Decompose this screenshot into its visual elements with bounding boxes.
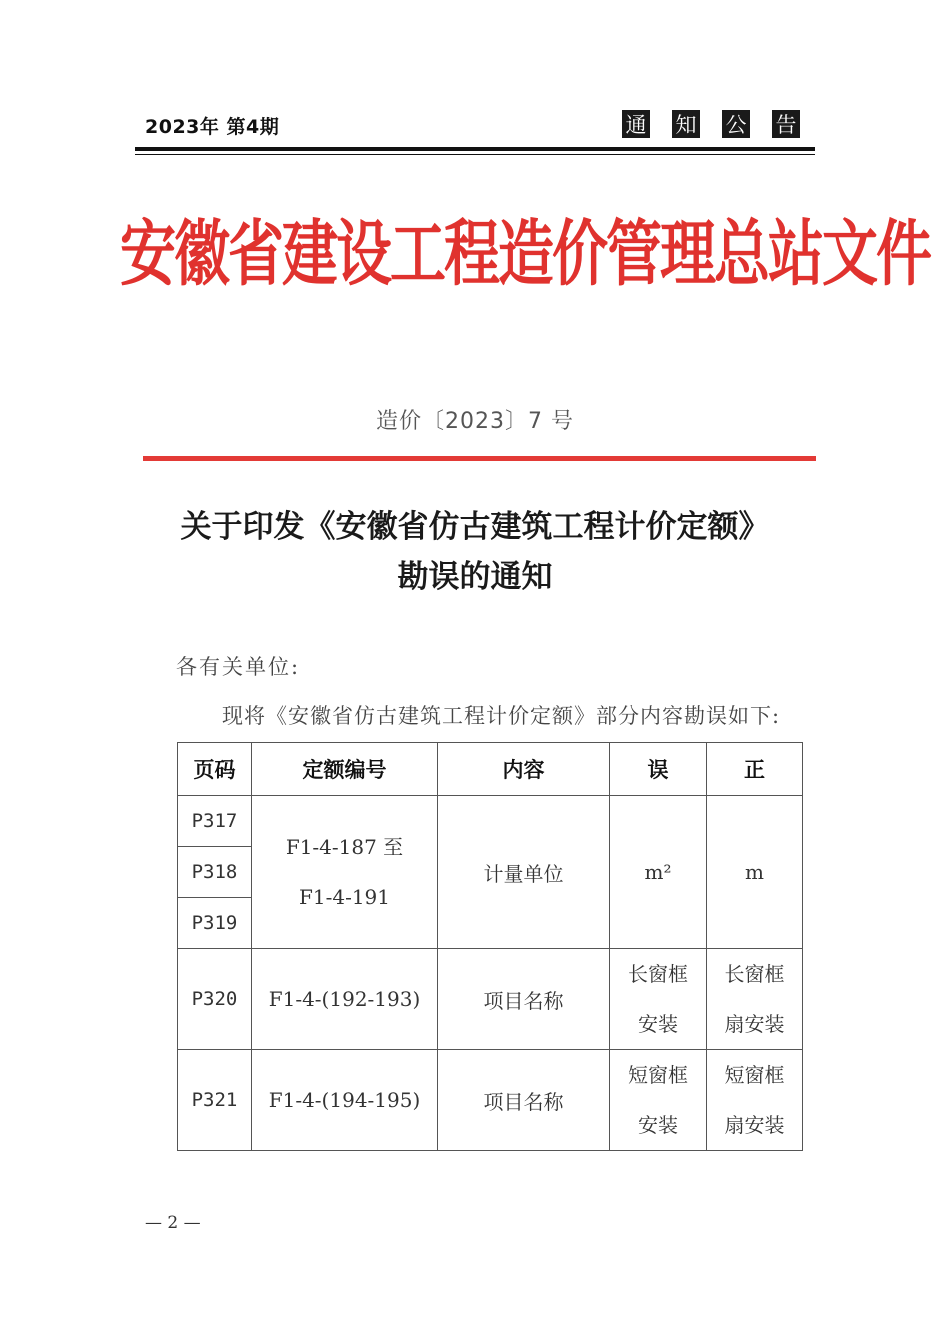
col-header-page: 页码 [178,743,252,796]
page-number: — 2 — [145,1213,201,1233]
code-line: F1-4-187 至 [285,835,404,859]
notice-title [100,502,850,602]
table-row [178,1050,803,1151]
correct-cell: m [707,796,803,949]
section-tag: 告 [772,110,800,138]
page-cell: P319 [178,898,252,949]
col-header-code: 定额编号 [252,743,438,796]
col-header-content: 内容 [438,743,610,796]
intro-paragraph: 现将《安徽省仿古建筑工程计价定额》部分内容勘误如下: [222,704,781,728]
code-cell: F1-4-(192-193) [252,949,438,1050]
wrong-line: 短窗框 [628,1063,688,1087]
header-rule-thick [135,147,815,151]
wrong-line: 安装 [638,1012,678,1036]
col-header-wrong: 误 [610,743,707,796]
content-cell: 项目名称 [438,949,610,1050]
code-cell [252,796,438,949]
page-cell: P320 [178,949,252,1050]
page-cell: P317 [178,796,252,847]
section-tags [622,110,800,138]
page-cell: P318 [178,847,252,898]
section-tag: 通 [622,110,650,138]
code-line: F1-4-191 [298,885,390,909]
table-row [178,949,803,1050]
wrong-cell [610,1050,707,1151]
correct-line: 扇安装 [724,1012,785,1036]
col-header-correct: 正 [707,743,803,796]
correct-line: 扇安装 [724,1113,785,1137]
header-rule-thin [135,154,815,155]
doc-number: 造价〔2023〕7 号 [376,409,574,434]
wrong-cell: m² [610,796,707,949]
correct-line: 短窗框 [724,1063,785,1087]
correct-cell [707,1050,803,1151]
notice-title-line: 关于印发《安徽省仿古建筑工程计价定额》 [180,509,770,545]
table-header-row [178,743,803,796]
salutation: 各有关单位: [176,655,301,679]
notice-title-line: 勘误的通知 [397,559,553,595]
correct-line: 长窗框 [724,962,785,986]
section-tag: 公 [722,110,750,138]
content-cell: 项目名称 [438,1050,610,1151]
correct-cell [707,949,803,1050]
issue-label: 2023年 第4期 [145,116,280,138]
table-row [178,796,803,847]
wrong-cell [610,949,707,1050]
org-title: 安徽省建设工程造价管理总站文件 [120,212,930,297]
errata-table [177,742,803,1151]
content-cell: 计量单位 [438,796,610,949]
code-cell: F1-4-(194-195) [252,1050,438,1151]
section-tag: 知 [672,110,700,138]
page-cell: P321 [178,1050,252,1151]
wrong-line: 安装 [638,1113,678,1137]
wrong-line: 长窗框 [628,962,688,986]
red-divider [143,456,816,461]
